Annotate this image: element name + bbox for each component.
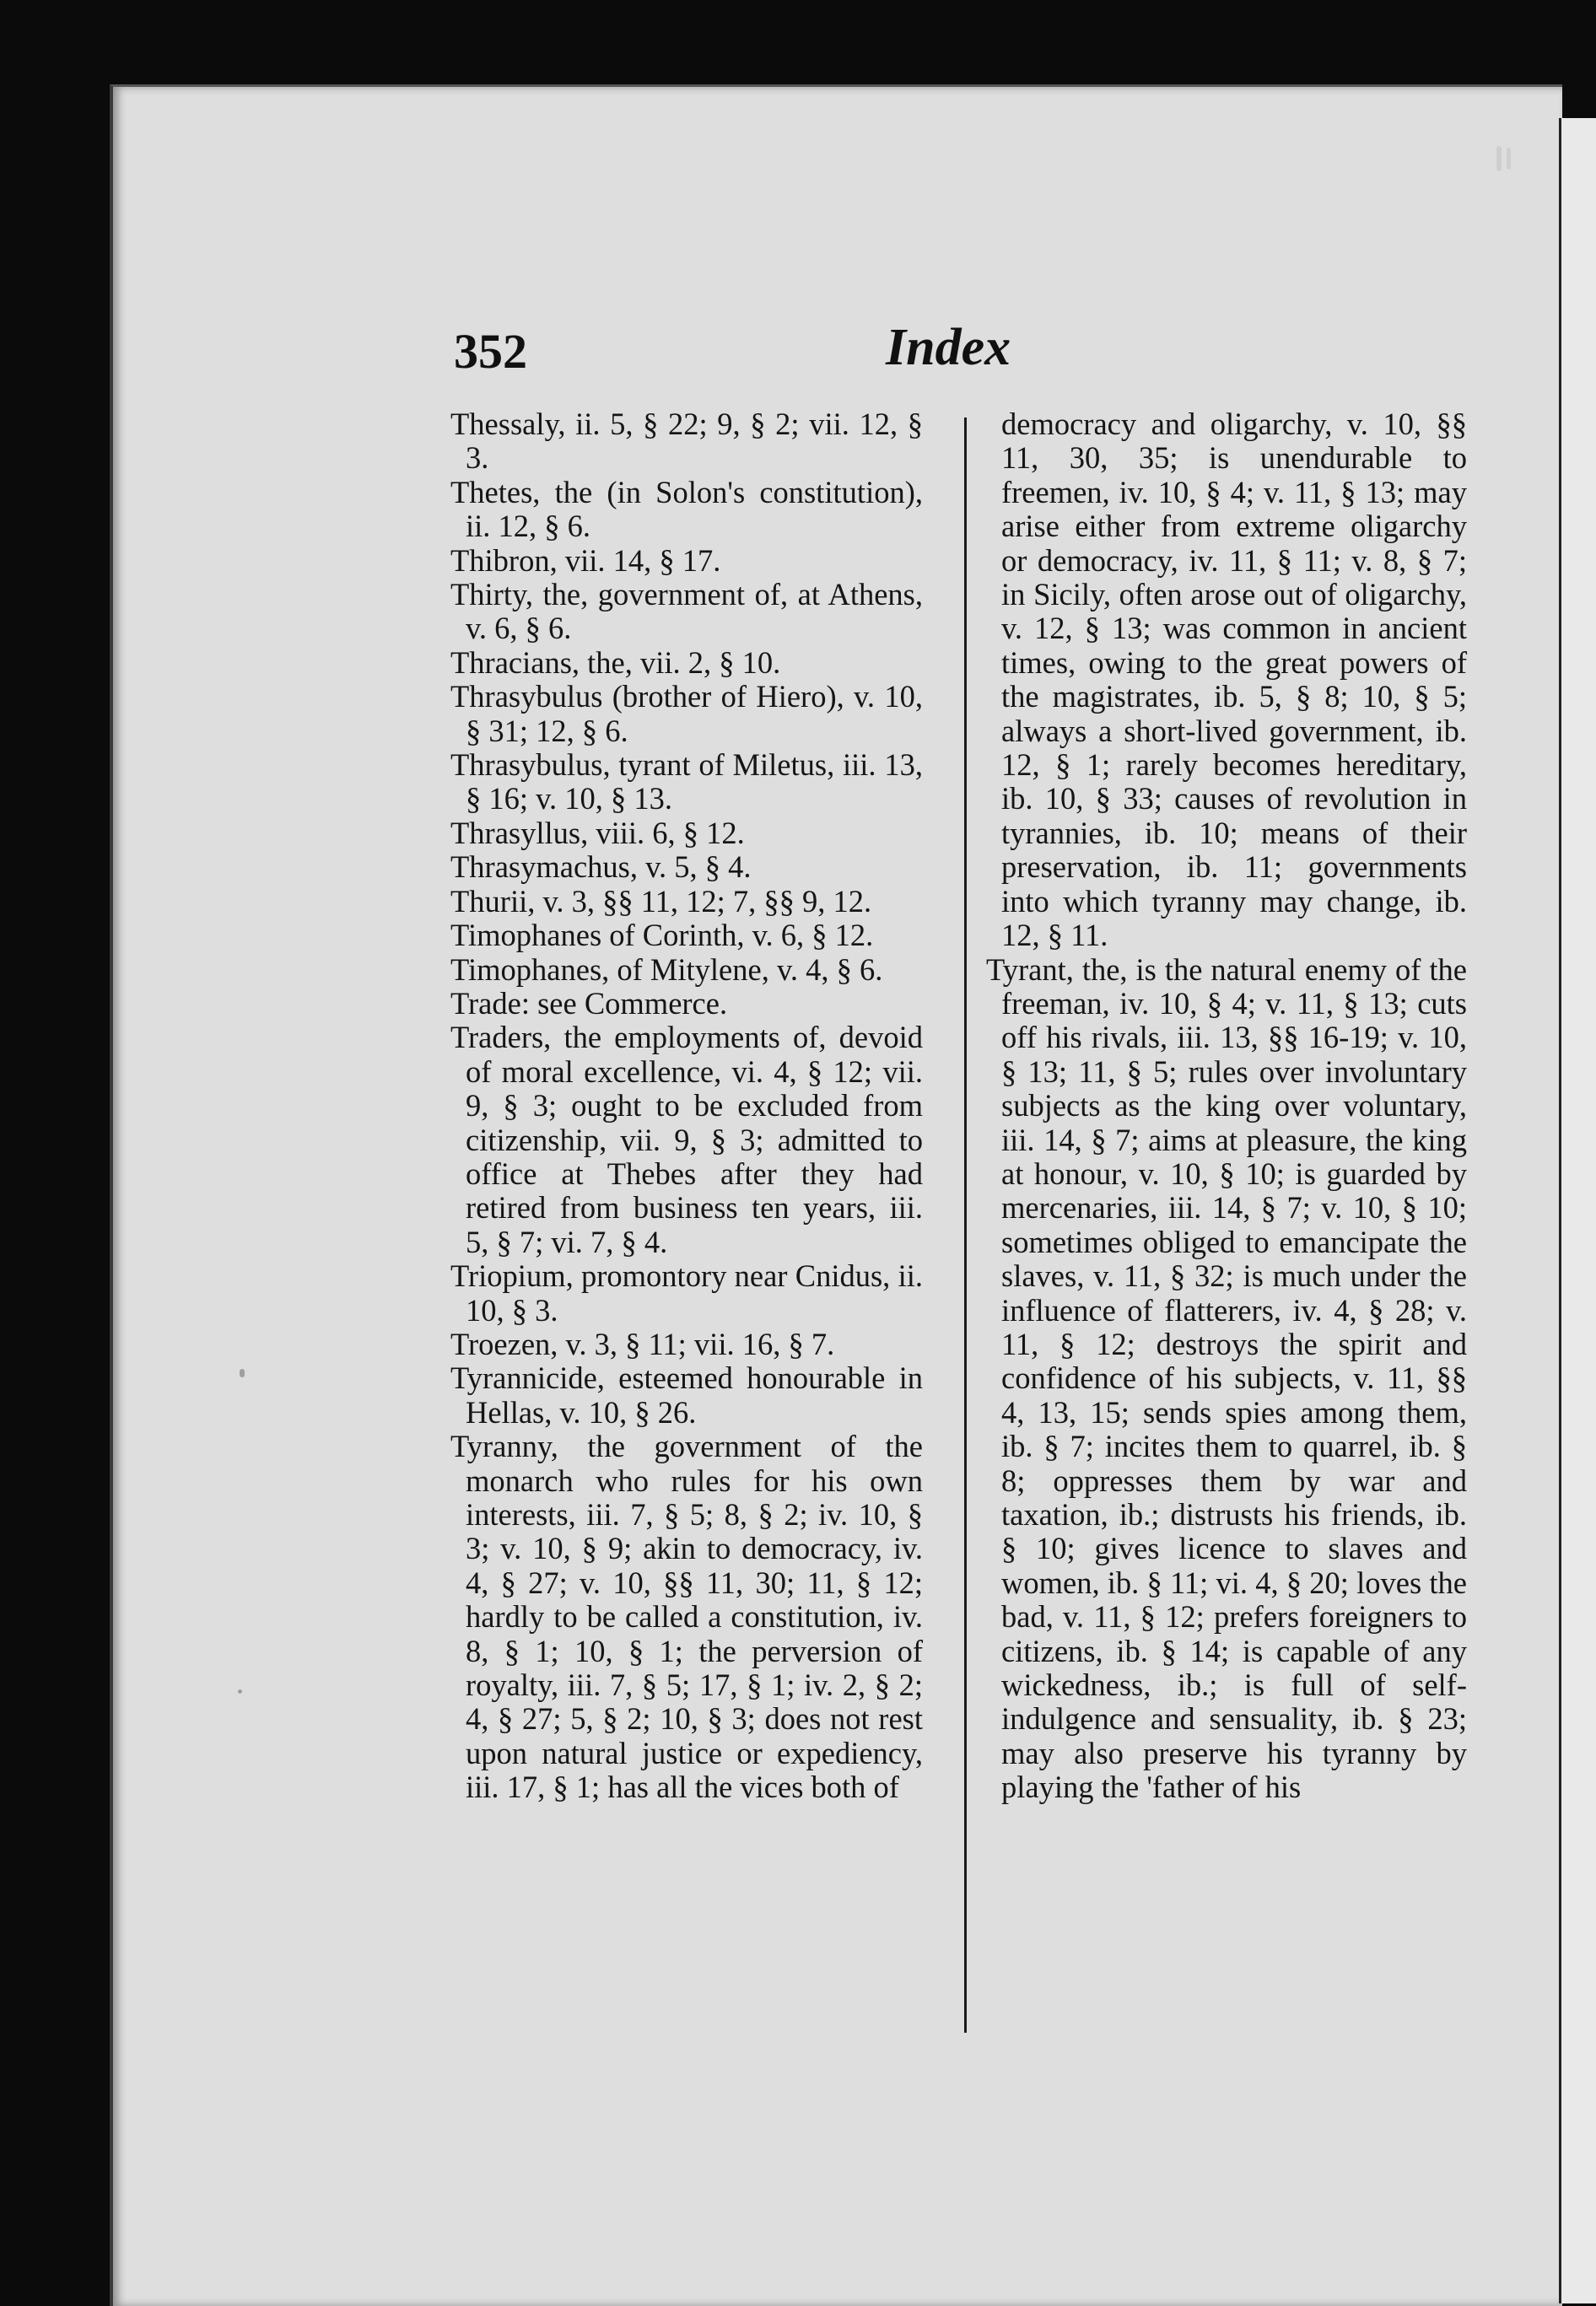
index-entry: Thrasymachus, v. 5, § 4. xyxy=(450,849,752,885)
index-column-right xyxy=(986,407,1467,1805)
index-entry: Timophanes, of Mitylene, v. 4, § 6. xyxy=(450,951,883,987)
index-entry: Thurii, v. 3, §§ 11, 12; 7, §§ 9, 12. xyxy=(450,883,872,919)
index-entry-continued: democracy and oligarchy, v. 10, §§ 11, 30, 35; is unendurable to freemen, iv. 10, § 4; v. 11, § 13; may arise either from extreme oligarchy or democracy, iv. 11, § 11; v. 8, § 7; in Sicily, often arose out of oligarchy, v. 12, § 13; was common in ancient times, owing to the great powers of the magistrates, ib. 5, § 8; 10, § 5; always a short-lived government, ib. 12, § 1; rarely becomes hereditary, ib. 10, § 33; causes of revolution in tyrannies, ib. 10; means of their preservation, ib. 11; governments into which tyranny may change, ib. 12, § 11. xyxy=(1001,407,1467,953)
adjacent-page-edge xyxy=(1559,118,1596,2303)
index-entry: Thibron, vii. 14, § 17. xyxy=(450,542,721,578)
index-entry: Thetes, the (in Solon's constitution), ii. 12, § 6. xyxy=(450,474,923,544)
book-page xyxy=(110,84,1562,2306)
index-entry: Timophanes of Corinth, v. 6, § 12. xyxy=(450,918,874,953)
index-entry: Thrasyllus, viii. 6, § 12. xyxy=(450,815,745,850)
index-entry: Traders, the employments of, devoid of moral excellence, vi. 4, § 12; vii. 9, § 3; ought to be excluded from citizenship, vii. 9, § 3; admitted to office at Thebes after they had retired from business ten years, iii. 5, § 7; vi. 7, § 4. xyxy=(450,1020,923,1259)
index-entry: Thracians, the, vii. 2, § 10. xyxy=(450,644,781,680)
index-entry: Tyrant, the, is the natural enemy of the freeman, iv. 10, § 4; v. 11, § 13; cuts off his rivals, iii. 13, §§ 16-19; v. 10, § 13; 11, § 5; rules over involuntary subjects as the king over voluntary, iii. 14, § 7; aims at pleasure, the king at honour, v. 10, § 10; is guarded by mercenaries, iii. 14, § 7; v. 10, § 10; sometimes obliged to emancipate the slaves, v. 11, § 32; is much under the influence of flatterers, iv. 4, § 28; v. 11, § 12; destroys the spirit and confidence of his subjects, v. 11, §§ 4, 13, 15; sends spies among them, ib. § 7; incites them to quarrel, ib. § 8; oppresses them by war and taxation, ib.; distrusts his friends, ib. § 10; gives licence to slaves and women, ib. § 11; vi. 4, § 20; loves the bad, v. 11, § 12; prefers foreigners to citizens, ib. § 14; is capable of any wickedness, ib.; is full of self-indulgence and sensuality, ib. § 23; may also preserve his tyranny by playing the 'father of his xyxy=(986,951,1467,1805)
page-number: 352 xyxy=(454,324,527,379)
index-entry: Thrasybulus (brother of Hiero), v. 10, § 31; 12, § 6. xyxy=(450,679,923,748)
column-divider xyxy=(964,418,967,2033)
binding-mark xyxy=(1496,146,1502,171)
index-entry: Tyranny, the government of the monarch who rules for his own interests, iii. 7, § 5; 8, § 2; iv. 10, § 3; v. 10, § 9; akin to democracy, iv. 4, § 27; v. 10, §§ 11, 30; 11, § 12; hardly to be called a constitution, iv. 8, § 1; 10, § 1; the perversion of royalty, iii. 7, § 5; 17, § 1; iv. 2, § 2; 4, § 27; 5, § 2; 10, § 3; does not rest upon natural justice or expediency, iii. 17, § 1; has all the vices both of xyxy=(450,1429,923,1805)
binding-mark xyxy=(1507,148,1511,170)
page-header xyxy=(113,319,1562,391)
page-blemish xyxy=(238,1689,242,1694)
index-entry: Troezen, v. 3, § 11; vii. 16, § 7. xyxy=(450,1326,835,1361)
index-entry: Tyrannicide, esteemed honourable in Hellas, v. 10, § 26. xyxy=(450,1360,923,1430)
page-blemish xyxy=(240,1369,245,1377)
index-entry: Triopium, promontory near Cnidus, ii. 10, § 3. xyxy=(450,1258,923,1328)
index-entry: Thirty, the, government of, at Athens, v. 6, § 6. xyxy=(450,577,923,646)
index-column-left xyxy=(450,407,923,1805)
index-entry: Thessaly, ii. 5, § 22; 9, § 2; vii. 12, § 3. xyxy=(450,407,923,476)
running-title: Index xyxy=(886,319,1011,376)
index-entry: Trade: see Commerce. xyxy=(450,985,728,1021)
index-entry: Thrasybulus, tyrant of Miletus, iii. 13, § 16; v. 10, § 13. xyxy=(450,747,923,816)
